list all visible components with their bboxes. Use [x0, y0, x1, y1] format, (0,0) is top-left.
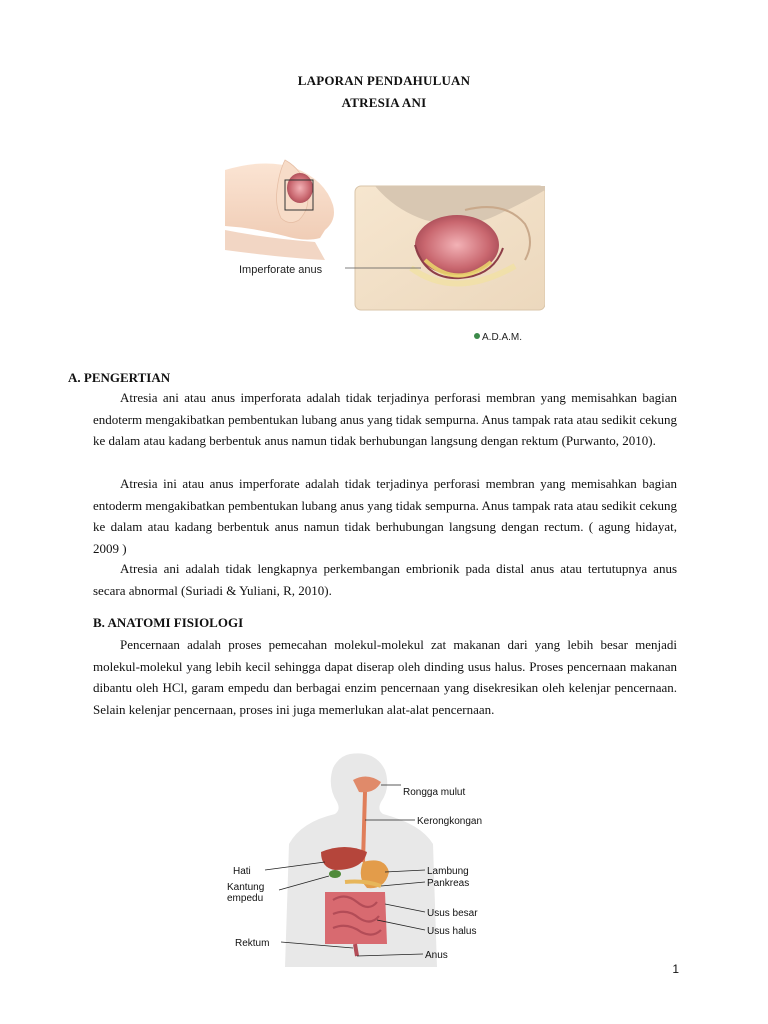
- section-a-paragraph-3: Atresia ani adalah tidak lengkapnya perkembangan embrionik pada distal anus atau tertutupnya anus secara abnormal (Suriadi & Yuliani, R, 2010).: [93, 561, 677, 598]
- label-rektum: Rektum: [235, 938, 270, 949]
- imperforate-anus-illustration: [225, 150, 545, 350]
- label-anus: Anus: [425, 950, 448, 961]
- label-usus-besar: Usus besar: [427, 908, 478, 919]
- label-kantung-empedu-line2: empedu: [227, 893, 264, 904]
- imperforate-anus-label: Imperforate anus: [239, 264, 323, 276]
- section-b-heading: B. ANATOMI FISIOLOGI: [93, 615, 244, 630]
- label-hati: Hati: [233, 866, 251, 877]
- label-rongga-mulut: Rongga mulut: [403, 787, 466, 798]
- document-title: LAPORAN PENDAHULUAN: [297, 73, 471, 88]
- section-a-paragraph-2: Atresia ini atau anus imperforate adalah tidak terjadinya perforasi membran yang memisahkan bagian entoderm mengakibatkan pembentukan lubang anus yang tidak sempurna. Anus tampak rata atau sedikit cekung ke dalam atau kadang berbentuk anus namun tidak berhubungan langsung dengan rectum. ( agung hidayat, 2009 ): [93, 476, 677, 556]
- page-number: 1: [672, 962, 679, 976]
- document-subtitle: ATRESIA ANI: [341, 95, 427, 110]
- label-kantung-empedu-line1: Kantung: [227, 882, 265, 893]
- label-usus-halus: Usus halus: [427, 926, 477, 937]
- label-kerongkongan: Kerongkongan: [417, 816, 483, 827]
- section-a-heading: A. PENGERTIAN: [68, 370, 171, 385]
- digestive-system-illustration: [225, 752, 515, 967]
- label-lambung: Lambung: [427, 866, 469, 877]
- section-a-paragraph-1: Atresia ani atau anus imperforata adalah tidak terjadinya perforasi membran yang memisahkan bagian endoterm mengakibatkan pembentukan lubang anus yang tidak sempurna. Anus tampak rata atau sedikit cekung ke dalam atau kadang berbentuk anus namun tidak berhubungan langsung dengan rektum (Purwanto, 2010).: [93, 390, 677, 448]
- section-b-paragraph-1: Pencernaan adalah proses pemecahan molekul-molekul zat makanan dari yang lebih besar menjadi molekul-molekul yang lebih kecil sehingga dapat diserap oleh dinding usus halus. Proses pencernaan makanan dibantu oleh HCl, garam empedu dan berbagai enzim pencernaan yang disekresikan oleh kelenjar pencernaan. Selain kelenjar pencernaan, proses ini juga memerlukan alat-alat pencernaan.: [93, 637, 677, 717]
- label-pankreas: Pankreas: [427, 878, 470, 889]
- adam-logo: A.D.A.M.: [482, 332, 523, 343]
